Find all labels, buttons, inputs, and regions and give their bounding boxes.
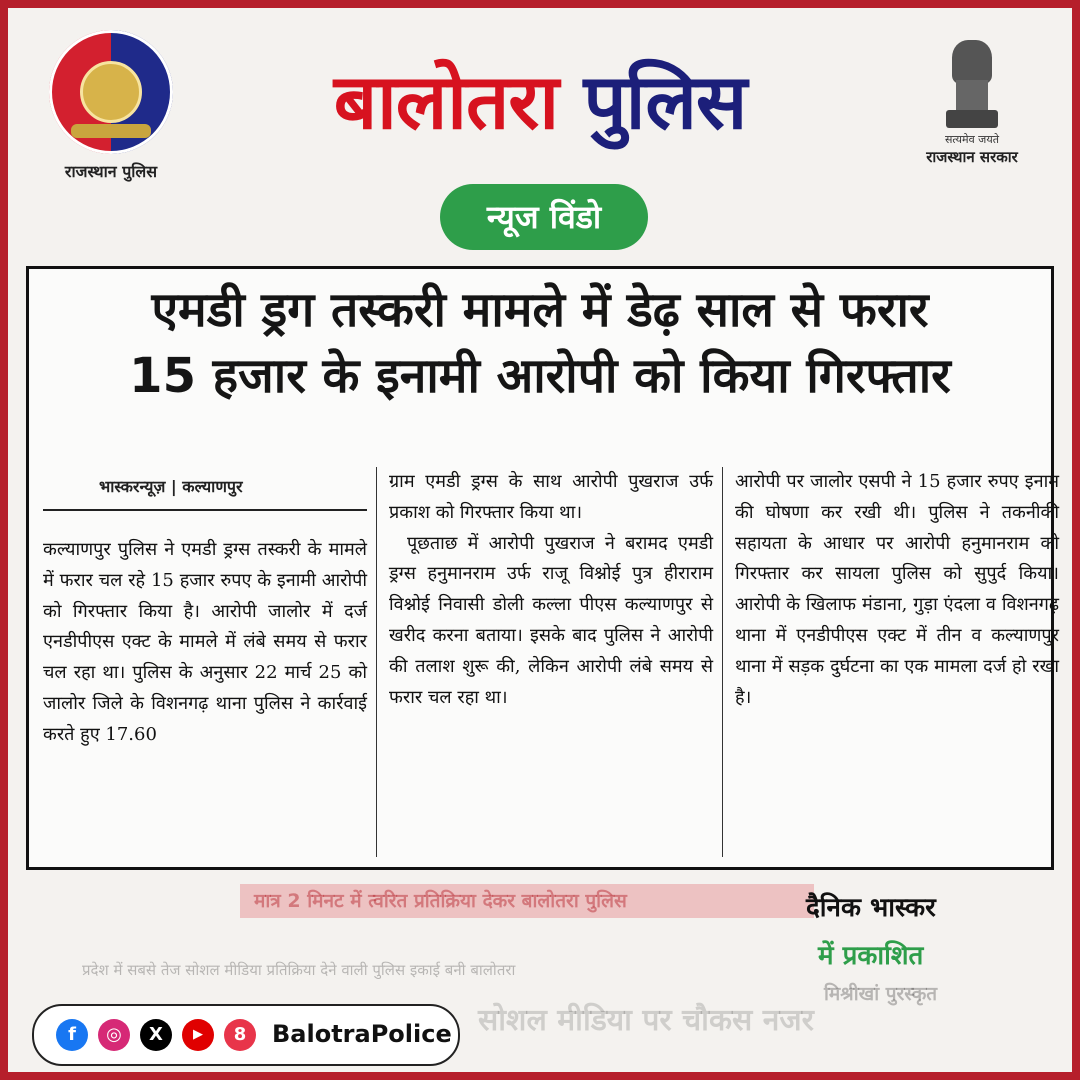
rajasthan-govt-logo — [902, 40, 1042, 167]
instagram-icon[interactable]: ◎ — [98, 1019, 130, 1051]
news-clipping — [26, 266, 1059, 870]
article-column-3 — [735, 467, 1059, 713]
left-logo-caption: राजस्थान पुलिस — [64, 162, 158, 181]
source-newspaper: दैनिक भास्कर — [806, 893, 936, 923]
background-text-right: मिश्रीखां पुरस्कृत — [824, 983, 938, 1005]
column-2-text-b: पूछताछ में आरोपी पुखराज ने बरामद एमडी ड्रग्स हनुमानराम उर्फ राजू विश्नोई पुत्र हीराराम विश्नोई निवासी डोली कल्ला पीएस कल्याणपुर से खरीद करना बताया। इसके बाद पुलिस ने आरोपी की तलाश शुरू की, लेकिन आरोपी लंबे समय से फरार चल रहा था। — [389, 532, 713, 708]
title-blue: पुलिस — [583, 57, 747, 146]
column-3-text: आरोपी पर जालोर एसपी ने 15 हजार रुपए इनाम की घोषणा कर रखी थी। पुलिस ने तकनीकी सहायता के आधार पर आरोपी हनुमानराम को गिरफ्तार कर सायला पुलिस को सुपुर्द किया। आरोपी के खिलाफ मंडाना, गुड़ा एंदला व विशनगढ़ थाना में एनडीपीएस एक्ट में तीन व कल्याणपुर थाना में सड़क दुर्घटना का एक मामला दर्ज हो रखा है। — [735, 471, 1059, 708]
right-logo-caption: राजस्थान सरकार — [926, 148, 1018, 166]
column-divider — [722, 467, 723, 857]
emblem-motto: सत्यमेव जयते — [944, 133, 999, 146]
koo-icon[interactable]: 8 — [224, 1019, 256, 1051]
news-window-badge: न्यूज विंडो — [440, 184, 648, 250]
headline — [29, 277, 1051, 409]
headline-line-2: 15 हजार के इनामी आरोपी को किया गिरफ्तार — [129, 348, 951, 404]
article-column-2 — [389, 467, 713, 713]
social-media-bar — [32, 1004, 460, 1066]
byline: भास्करन्यूज़ | कल्याणपुर — [99, 477, 243, 496]
column-1-text: कल्याणपुर पुलिस ने एमडी ड्रग्स तस्करी के मामले में फरार चल रहे 15 हजार रुपए के इनामी आरोपी को गिरफ्तार किया है। आरोपी जालोर में दर्ज एनडीपीएस एक्ट के मामले में लंबे समय से फरार चल रहा था। पुलिस के अनुसार 22 मार्च 25 को जालोर जिले के विशनगढ़ थाना पुलिस ने कार्रवाई करते हुए 17.60 — [43, 539, 367, 745]
x-icon[interactable]: X — [140, 1019, 172, 1051]
background-headline-strip: मात्र 2 मिनट में त्वरित प्रतिक्रिया देकर बालोतरा पुलिस — [240, 884, 814, 918]
ashoka-emblem-icon — [944, 40, 1000, 130]
byline-divider — [43, 509, 367, 511]
source-published: में प्रकाशित — [818, 941, 924, 971]
youtube-icon[interactable]: ▶ — [182, 1019, 214, 1051]
column-divider — [376, 467, 377, 857]
poster-canvas — [8, 8, 1072, 1072]
facebook-icon[interactable]: f — [56, 1019, 88, 1051]
social-handle[interactable]: BalotraPolice — [272, 1020, 452, 1048]
background-text-bottom: सोशल मीडिया पर चौकस नजर — [478, 1003, 814, 1038]
column-2-text-a: ग्राम एमडी ड्रग्स के साथ आरोपी पुखराज उर्फ प्रकाश को गिरफ्तार किया था। — [389, 471, 713, 523]
headline-line-1: एमडी ड्रग तस्करी मामले में डेढ़ साल से फरार — [151, 282, 929, 338]
article-column-1 — [43, 535, 367, 751]
title-red: बालोतरा — [333, 57, 559, 146]
background-text-line: प्रदेश में सबसे तेज सोशल मीडिया प्रतिक्रिया देने वाली पुलिस इकाई बनी बालोतरा — [82, 961, 516, 979]
